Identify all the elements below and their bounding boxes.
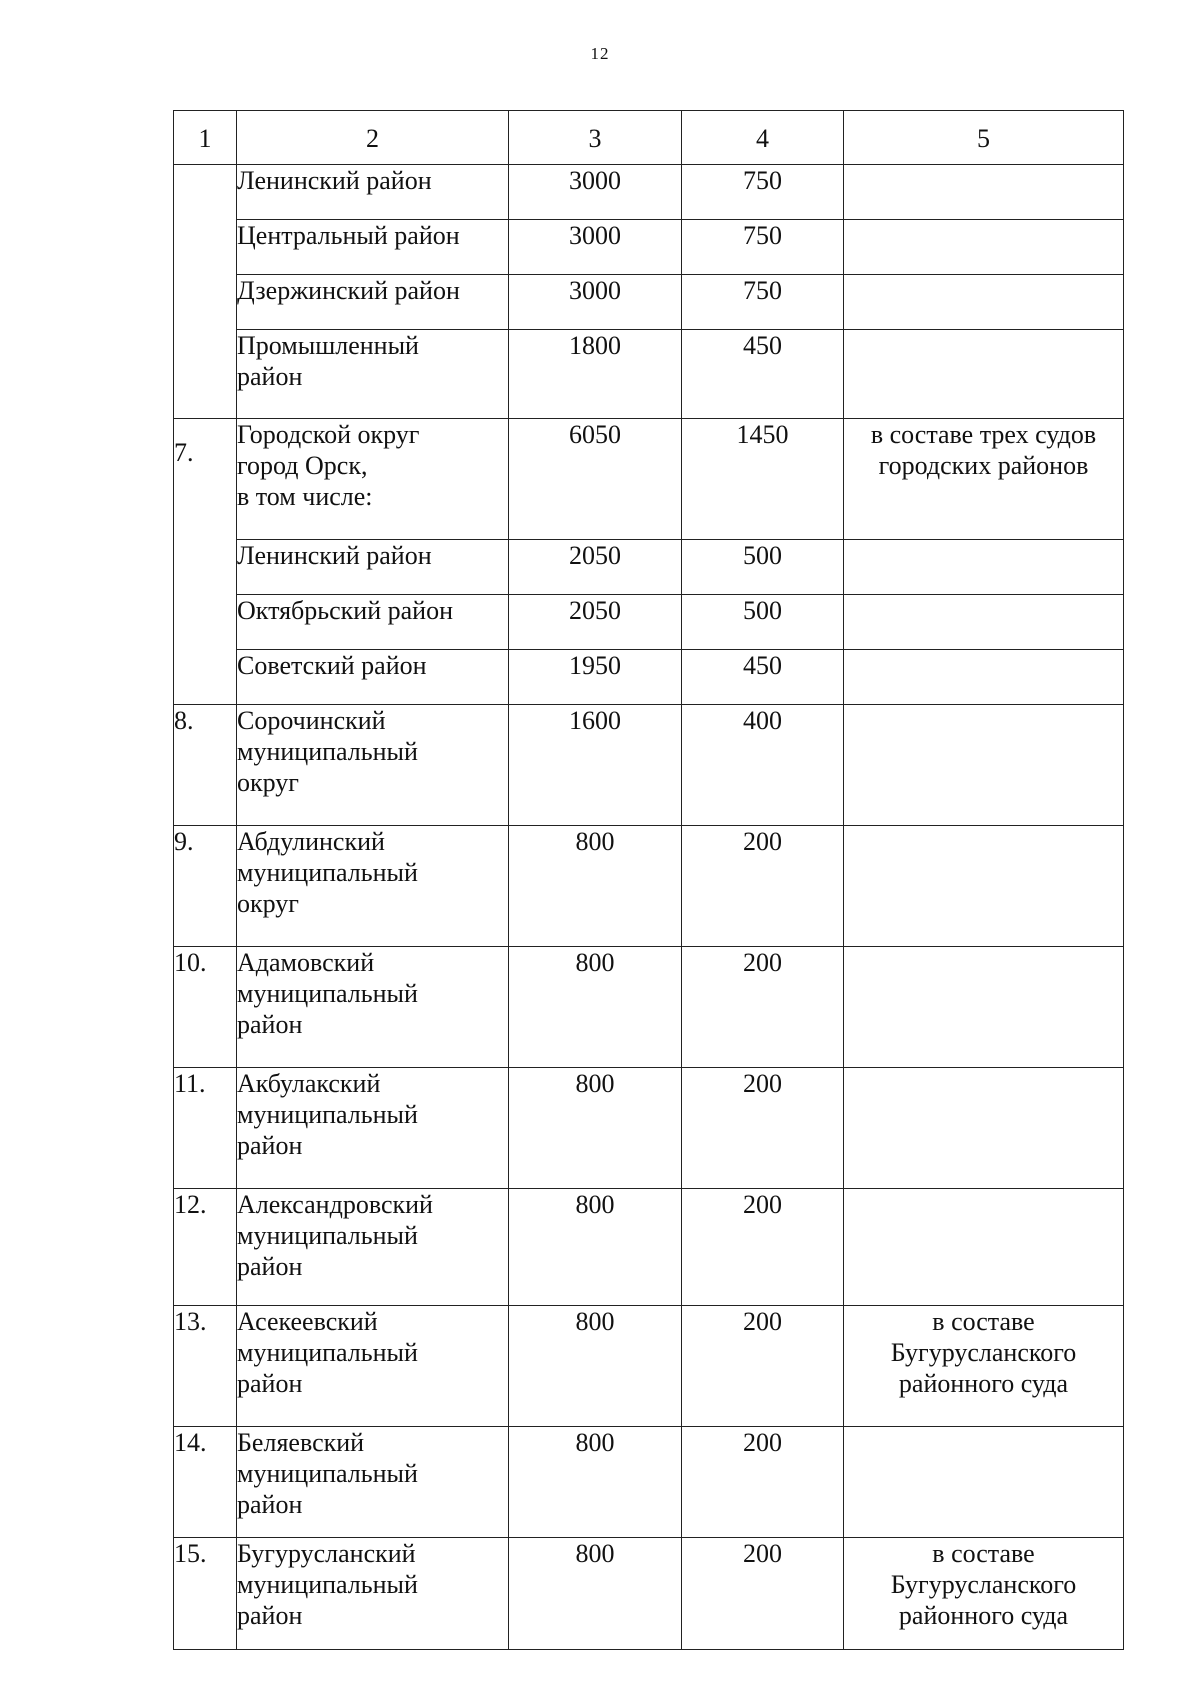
note-cell xyxy=(844,1068,1124,1189)
district-table xyxy=(173,110,1124,1650)
table-row xyxy=(174,540,1124,595)
note-line: в составе xyxy=(932,1307,1035,1336)
district-name-line: Дзержинский район xyxy=(237,276,460,305)
value-col4-cell: 200 xyxy=(682,947,844,1068)
district-name-line: муниципальный xyxy=(237,737,418,766)
value-col4-cell: 450 xyxy=(682,330,844,419)
row-number-cell: 14. xyxy=(174,1427,237,1538)
note-cell xyxy=(844,1189,1124,1306)
value-col3-cell: 800 xyxy=(509,947,682,1068)
district-name-line: район xyxy=(237,1131,303,1160)
district-name-line: в том числе: xyxy=(237,482,373,511)
value-col4-cell: 500 xyxy=(682,595,844,650)
value-col3-cell: 800 xyxy=(509,1189,682,1306)
district-name-cell xyxy=(237,330,509,419)
value-col4-cell: 200 xyxy=(682,1427,844,1538)
district-name-cell xyxy=(237,419,509,540)
district-name-line: Александровский xyxy=(237,1190,433,1219)
row-number-cell: 9. xyxy=(174,826,237,947)
value-col4-cell: 750 xyxy=(682,220,844,275)
district-name-line: Акбулакский xyxy=(237,1069,381,1098)
district-name-line: Центральный район xyxy=(237,221,460,250)
note-cell xyxy=(844,650,1124,705)
table-row xyxy=(174,220,1124,275)
header-cell: 2 xyxy=(237,111,509,165)
value-col3-cell: 2050 xyxy=(509,595,682,650)
value-col4-cell: 200 xyxy=(682,1306,844,1427)
value-col4-cell: 750 xyxy=(682,275,844,330)
note-cell xyxy=(844,595,1124,650)
note-line: районного суда xyxy=(898,1601,1069,1630)
row-number-cell: 7. xyxy=(174,419,237,705)
value-col4-cell: 200 xyxy=(682,1189,844,1306)
district-name-line: муниципальный xyxy=(237,979,418,1008)
value-col4-cell: 200 xyxy=(682,1538,844,1650)
value-col4-cell: 450 xyxy=(682,650,844,705)
district-name-line: муниципальный xyxy=(237,1100,418,1129)
district-name-line: город Орск, xyxy=(237,451,368,480)
district-name-line: муниципальный xyxy=(237,858,418,887)
note-line: районного суда xyxy=(898,1369,1069,1398)
row-number-cell: 11. xyxy=(174,1068,237,1189)
district-name-cell xyxy=(237,1306,509,1427)
row-number-cell: 10. xyxy=(174,947,237,1068)
note-cell xyxy=(844,1538,1124,1650)
note-line: Бугурусланского xyxy=(890,1570,1077,1599)
header-cell: 1 xyxy=(174,111,237,165)
note-cell xyxy=(844,419,1124,540)
district-name-line: Ленинский район xyxy=(237,166,432,195)
district-name-line: Абдулинский xyxy=(237,827,385,856)
value-col3-cell: 1600 xyxy=(509,705,682,826)
district-name-line: муниципальный xyxy=(237,1221,418,1250)
note-cell xyxy=(844,275,1124,330)
district-name-line: район xyxy=(237,1601,303,1630)
row-number-cell: 13. xyxy=(174,1306,237,1427)
district-name-cell xyxy=(237,275,509,330)
table-row xyxy=(174,1427,1124,1538)
note-line: в составе xyxy=(932,1539,1035,1568)
table-row xyxy=(174,705,1124,826)
table-row xyxy=(174,1538,1124,1650)
table-row xyxy=(174,275,1124,330)
note-line: городских районов xyxy=(878,451,1089,480)
value-col4-cell: 400 xyxy=(682,705,844,826)
table-row xyxy=(174,165,1124,220)
value-col3-cell: 1800 xyxy=(509,330,682,419)
district-name-cell xyxy=(237,220,509,275)
district-name-line: Беляевский xyxy=(237,1428,365,1457)
value-col4-cell: 500 xyxy=(682,540,844,595)
value-col3-cell: 1950 xyxy=(509,650,682,705)
table-row xyxy=(174,1068,1124,1189)
header-cell: 5 xyxy=(844,111,1124,165)
district-name-line: район xyxy=(237,1369,303,1398)
row-number-cell xyxy=(174,165,237,419)
table-row xyxy=(174,947,1124,1068)
district-name-line: Асекеевский xyxy=(237,1307,378,1336)
district-name-line: муниципальный xyxy=(237,1570,418,1599)
district-name-cell xyxy=(237,165,509,220)
note-cell xyxy=(844,705,1124,826)
district-name-cell xyxy=(237,595,509,650)
district-name-cell xyxy=(237,540,509,595)
district-name-line: округ xyxy=(237,768,299,797)
note-cell xyxy=(844,1427,1124,1538)
row-number-cell: 12. xyxy=(174,1189,237,1306)
district-name-line: район xyxy=(237,1490,303,1519)
district-name-line: округ xyxy=(237,889,299,918)
district-name-cell xyxy=(237,947,509,1068)
value-col3-cell: 800 xyxy=(509,1306,682,1427)
table-row xyxy=(174,650,1124,705)
district-name-cell xyxy=(237,826,509,947)
district-name-line: Промышленный xyxy=(237,331,419,360)
note-line: Бугурусланского xyxy=(890,1338,1077,1367)
table-row xyxy=(174,419,1124,540)
district-name-line: муниципальный xyxy=(237,1338,418,1367)
district-name-line: район xyxy=(237,1010,303,1039)
note-line: в составе трех судов xyxy=(870,420,1097,449)
district-name-cell xyxy=(237,1538,509,1650)
district-name-cell xyxy=(237,650,509,705)
value-col3-cell: 3000 xyxy=(509,275,682,330)
district-name-cell xyxy=(237,1068,509,1189)
value-col3-cell: 800 xyxy=(509,1538,682,1650)
note-cell xyxy=(844,1306,1124,1427)
district-name-line: Бугурусланский xyxy=(237,1539,416,1568)
district-name-line: Сорочинский xyxy=(237,706,386,735)
header-cell: 3 xyxy=(509,111,682,165)
district-name-cell xyxy=(237,705,509,826)
row-number-cell: 8. xyxy=(174,705,237,826)
value-col3-cell: 6050 xyxy=(509,419,682,540)
district-name-line: Адамовский xyxy=(237,948,375,977)
note-cell xyxy=(844,165,1124,220)
district-name-line: Ленинский район xyxy=(237,541,432,570)
value-col3-cell: 3000 xyxy=(509,165,682,220)
value-col3-cell: 800 xyxy=(509,826,682,947)
row-number-cell: 15. xyxy=(174,1538,237,1650)
note-cell xyxy=(844,540,1124,595)
note-cell xyxy=(844,330,1124,419)
value-col3-cell: 2050 xyxy=(509,540,682,595)
district-name-line: Городской округ xyxy=(237,420,420,449)
table-header-row xyxy=(174,111,1124,165)
district-name-line: Советский район xyxy=(237,651,427,680)
table-row xyxy=(174,826,1124,947)
value-col4-cell: 200 xyxy=(682,1068,844,1189)
value-col4-cell: 200 xyxy=(682,826,844,947)
district-name-line: район xyxy=(237,362,303,391)
district-name-line: район xyxy=(237,1252,303,1281)
district-name-cell xyxy=(237,1427,509,1538)
header-cell: 4 xyxy=(682,111,844,165)
value-col4-cell: 750 xyxy=(682,165,844,220)
table-row xyxy=(174,1306,1124,1427)
district-name-line: муниципальный xyxy=(237,1459,418,1488)
page-number: 12 xyxy=(590,44,610,63)
note-cell xyxy=(844,947,1124,1068)
district-name-cell xyxy=(237,1189,509,1306)
district-name-line: Октябрьский район xyxy=(237,596,453,625)
table-row xyxy=(174,330,1124,419)
value-col3-cell: 800 xyxy=(509,1427,682,1538)
note-cell xyxy=(844,220,1124,275)
value-col3-cell: 800 xyxy=(509,1068,682,1189)
value-col3-cell: 3000 xyxy=(509,220,682,275)
note-cell xyxy=(844,826,1124,947)
table-row xyxy=(174,595,1124,650)
value-col4-cell: 1450 xyxy=(682,419,844,540)
table-row xyxy=(174,1189,1124,1306)
